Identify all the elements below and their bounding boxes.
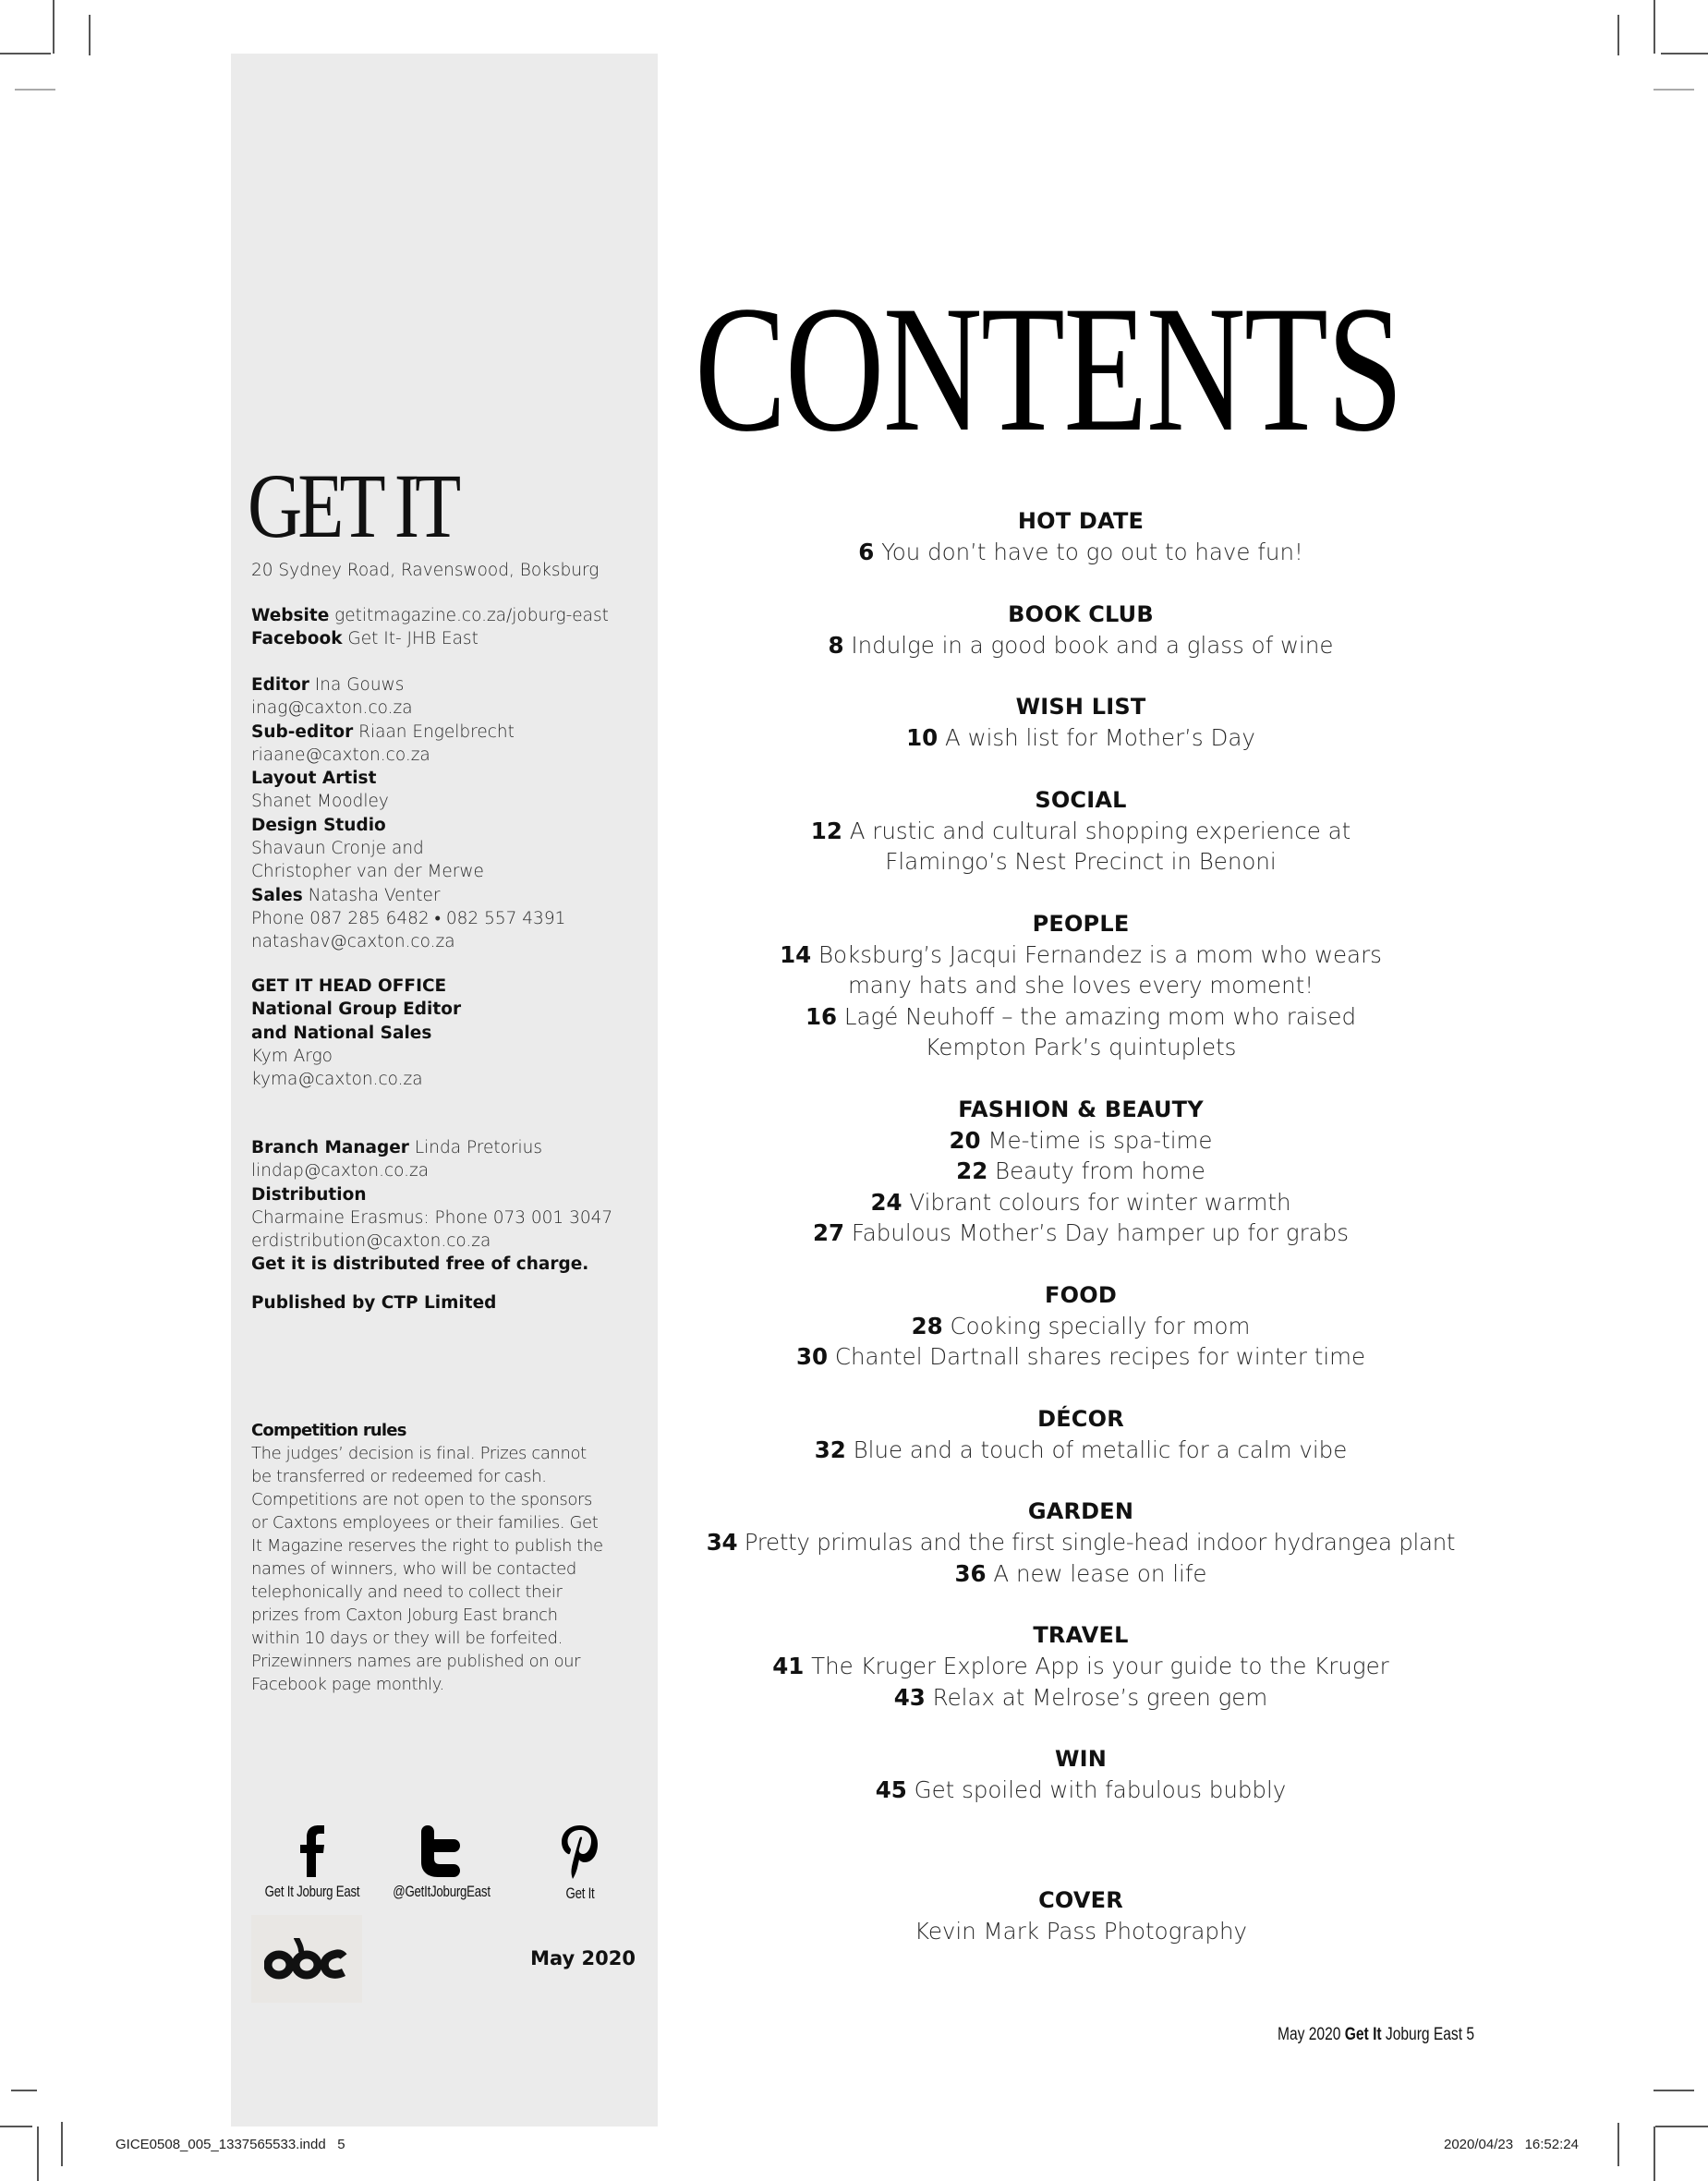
address: 20 Sydney Road, Ravenswood, Boksburg <box>251 561 600 580</box>
branch-info <box>251 1136 639 1277</box>
staff-credits <box>251 673 639 954</box>
section-title: DÉCOR <box>1037 1405 1124 1432</box>
toc-entry[interactable] <box>665 1001 1496 1063</box>
page-number: 34 <box>706 1529 738 1556</box>
web-contacts <box>251 604 639 651</box>
entry-text: Fabulous Mother’s Day hamper up for grabs <box>851 1219 1349 1246</box>
distribution-email[interactable]: erdistribution@caxton.co.za <box>251 1231 491 1252</box>
competition-line: within 10 days or they will be forfeited. <box>251 1629 563 1648</box>
sales-phone: Phone 087 285 6482 • 082 557 4391 <box>251 908 566 928</box>
toc-entry[interactable] <box>665 1218 1496 1249</box>
national-name: Kym Argo <box>251 1046 333 1066</box>
layout-name: Shanet Moodley <box>251 792 389 812</box>
free-note: Get it is distributed free of charge. <box>251 1254 589 1275</box>
website-link[interactable]: getitmagazine.co.za/joburg-east <box>334 606 609 625</box>
section-title: FOOD <box>1045 1281 1117 1308</box>
entry-text: Blue and a touch of metallic for a calm vibe <box>853 1436 1348 1463</box>
social-label: Get It <box>565 1884 595 1902</box>
toc-entry[interactable] <box>665 1187 1496 1218</box>
section-title: FASHION & BEAUTY <box>958 1096 1204 1122</box>
toc-entry[interactable] <box>665 1435 1496 1466</box>
get-it-logo: GET IT <box>248 454 457 557</box>
toc-section <box>665 909 1496 1063</box>
national-email[interactable]: kyma@caxton.co.za <box>251 1070 423 1090</box>
section-title: BOOK CLUB <box>1008 600 1154 627</box>
entry-text: Cooking specially for mom <box>950 1312 1251 1339</box>
competition-line: Facebook page monthly. <box>251 1675 444 1694</box>
entry-text: Lagé Neuhoff – the amazing mom who raised <box>843 1002 1356 1030</box>
toc-section <box>665 1280 1496 1373</box>
subeditor-email[interactable]: riaane@caxton.co.za <box>251 745 430 765</box>
section-title: HOT DATE <box>1017 508 1145 534</box>
branch-name: Linda Pretorius <box>414 1138 543 1157</box>
toc-section <box>665 1620 1496 1713</box>
section-title: SOCIAL <box>1035 786 1127 813</box>
page-title: CONTENTS <box>695 269 1402 469</box>
facebook-icon <box>298 1825 326 1877</box>
page-number: 41 <box>772 1653 805 1679</box>
competition-line: The judges’ decision is final. Prizes cannot <box>251 1444 587 1463</box>
design-name: Christopher van der Merwe <box>251 862 484 882</box>
social-pinterest[interactable] <box>511 1825 649 1903</box>
crop-mark <box>1655 2126 1708 2127</box>
issue-date: May 2020 <box>530 1947 636 1969</box>
slug-filename: GICE0508_005_1337565533.indd 5 <box>115 2137 345 2152</box>
crop-mark <box>1617 2123 1619 2166</box>
design-name: Shavaun Cronje and <box>251 839 424 859</box>
page-number: 8 <box>828 631 844 659</box>
editor-email[interactable]: inag@caxton.co.za <box>251 698 413 719</box>
sales-label: Sales <box>251 885 303 905</box>
crop-mark <box>1661 53 1708 55</box>
entry-text: many hats and she loves every moment! <box>847 972 1314 999</box>
publisher <box>251 1291 639 1315</box>
layout-label: Layout Artist <box>251 769 377 789</box>
head-office-title: GET IT HEAD OFFICE <box>251 976 447 996</box>
toc-entry[interactable] <box>665 1125 1496 1157</box>
branch-label: Branch Manager <box>251 1138 409 1157</box>
crop-mark <box>53 0 55 54</box>
entry-text: The Kruger Explore App is your guide to the Kruger <box>811 1653 1389 1679</box>
toc-entry[interactable] <box>665 630 1496 661</box>
entry-text: Indulge in a good book and a glass of wine <box>851 631 1334 659</box>
crop-mark <box>1617 15 1619 55</box>
toc-section <box>665 1095 1496 1249</box>
entry-text: Kempton Park’s quintuplets <box>925 1034 1237 1060</box>
national-role: National Group Editor <box>251 1000 462 1020</box>
toc-entry[interactable] <box>665 1682 1496 1714</box>
crop-mark <box>1653 0 1655 54</box>
entry-text: Boksburg’s Jacqui Fernandez is a mom who wears <box>818 940 1382 968</box>
crop-mark <box>37 2126 39 2181</box>
entry-text: Relax at Melrose’s green gem <box>932 1683 1268 1711</box>
sales-name: Natasha Venter <box>308 885 441 905</box>
entry-text: Pretty primulas and the first single-head indoor hydrangea plant <box>744 1529 1456 1556</box>
toc-section <box>665 1744 1496 1806</box>
entry-text: Vibrant colours for winter warmth <box>909 1188 1291 1216</box>
design-label: Design Studio <box>251 815 386 835</box>
toc-entry[interactable] <box>665 1341 1496 1373</box>
section-title: WIN <box>1054 1746 1108 1772</box>
cover-credit: Kevin Mark Pass Photography <box>915 1917 1247 1945</box>
masthead-address <box>251 559 639 582</box>
masthead-sidebar <box>231 54 658 2126</box>
subeditor-name: Riaan Engelbrecht <box>358 721 515 742</box>
website-label: Website <box>251 606 330 625</box>
page-number: 30 <box>795 1343 829 1370</box>
subeditor-label: Sub-editor <box>251 721 354 742</box>
entry-text: You don’t have to go out to have fun! <box>881 539 1303 565</box>
toc-section <box>665 1496 1496 1589</box>
page-number: 12 <box>810 817 842 844</box>
section-title: COVER <box>1038 1886 1123 1913</box>
page-folio <box>1278 2025 1474 2045</box>
slug-timestamp: 2020/04/23 16:52:24 <box>1444 2137 1579 2152</box>
page-number: 22 <box>956 1157 988 1184</box>
crop-mark <box>0 53 51 55</box>
twitter-icon <box>421 1825 462 1877</box>
branch-email[interactable]: lindap@caxton.co.za <box>251 1161 430 1181</box>
competition-line: telephonically and need to collect their <box>251 1582 563 1602</box>
head-office <box>251 975 639 1091</box>
competition-line: It Magazine reserves the right to publish the <box>251 1536 603 1556</box>
competition-line: Prizewinners names are published on our <box>251 1652 581 1671</box>
page-number: 10 <box>906 724 939 751</box>
crop-mark <box>1653 2126 1655 2181</box>
crop-mark <box>61 2122 63 2166</box>
table-of-contents <box>665 506 1496 1978</box>
toc-section <box>665 600 1496 661</box>
competition-line: Competitions are not open to the sponsors <box>251 1490 592 1509</box>
social-facebook[interactable] <box>243 1825 382 1901</box>
toc-entry[interactable] <box>665 537 1496 568</box>
page-number: 43 <box>893 1683 926 1711</box>
competition-line: prizes from Caxton Joburg East branch <box>251 1605 558 1625</box>
competition-title: Competition rules <box>251 1421 406 1440</box>
entry-text: Flamingo’s Nest Precinct in Benoni <box>885 848 1277 875</box>
section-title: GARDEN <box>1027 1498 1134 1524</box>
editor-label: Editor <box>251 675 309 695</box>
distribution-contact: Charmaine Erasmus: Phone 073 001 3047 <box>251 1207 613 1228</box>
social-twitter[interactable] <box>372 1825 511 1901</box>
entry-text: A rustic and cultural shopping experience at <box>849 817 1351 844</box>
page-number: 6 <box>858 539 875 565</box>
page-number: 28 <box>911 1312 943 1339</box>
crop-mark <box>11 2090 37 2091</box>
page-number: 45 <box>875 1776 907 1803</box>
toc-entry[interactable] <box>665 816 1496 878</box>
facebook-link[interactable]: Get It- JHB East <box>347 629 478 649</box>
crop-mark <box>15 89 55 91</box>
page-number: 14 <box>780 940 812 968</box>
entry-text: A wish list for Mother’s Day <box>945 724 1255 751</box>
crop-mark <box>89 15 91 55</box>
competition-rules <box>251 1419 639 1696</box>
crop-mark <box>1653 2090 1694 2091</box>
crop-mark <box>0 2126 32 2127</box>
toc-section <box>665 1404 1496 1466</box>
sales-email[interactable]: natashav@caxton.co.za <box>251 932 455 952</box>
abc-audit-icon <box>264 1938 349 1981</box>
competition-line: be transferred or redeemed for cash. <box>251 1467 547 1486</box>
page-number: 32 <box>814 1436 846 1463</box>
toc-entry[interactable] <box>665 1651 1496 1682</box>
toc-entry[interactable] <box>665 1156 1496 1187</box>
folio-date: May 2020 <box>1278 2025 1341 2044</box>
entry-text: Beauty from home <box>995 1157 1205 1184</box>
distribution-label: Distribution <box>251 1184 367 1205</box>
competition-line: or Caxtons employees or their families. Get <box>251 1513 599 1533</box>
toc-section <box>665 692 1496 754</box>
page-number: 16 <box>806 1002 838 1030</box>
toc-entry[interactable] <box>665 1527 1496 1558</box>
toc-entry[interactable] <box>665 1775 1496 1806</box>
folio-brand: Get It <box>1344 2025 1382 2044</box>
spacer <box>665 1837 1496 1885</box>
crop-mark <box>1653 89 1694 91</box>
entry-text: Chantel Dartnall shares recipes for winter time <box>834 1343 1366 1370</box>
social-label: @GetItJoburgEast <box>393 1883 491 1900</box>
entry-text: A new lease on life <box>993 1559 1207 1587</box>
competition-line: names of winners, who will be contacted <box>251 1559 576 1579</box>
section-title: PEOPLE <box>1032 910 1130 937</box>
page-number: 27 <box>813 1219 845 1246</box>
folio-edition: Joburg East 5 <box>1385 2025 1475 2044</box>
toc-section <box>665 506 1496 568</box>
abc-logo <box>251 1915 362 2003</box>
cover-credit-section <box>665 1885 1496 1947</box>
social-label: Get It Joburg East <box>264 1883 360 1900</box>
toc-entry[interactable] <box>665 939 1496 1001</box>
toc-section <box>665 785 1496 878</box>
entry-text: Me-time is spa-time <box>987 1126 1213 1154</box>
pinterest-icon <box>560 1825 600 1879</box>
toc-entry[interactable] <box>665 1558 1496 1590</box>
page-number: 20 <box>949 1126 981 1154</box>
entry-text: Get spoiled with fabulous bubbly <box>914 1776 1287 1803</box>
published-by: Published by CTP Limited <box>251 1293 497 1313</box>
page-number: 24 <box>870 1188 902 1216</box>
editor-name: Ina Gouws <box>314 675 405 695</box>
national-role: and National Sales <box>251 1023 432 1043</box>
section-title: TRAVEL <box>1033 1622 1129 1648</box>
toc-entry[interactable] <box>665 1311 1496 1342</box>
facebook-label: Facebook <box>251 629 343 649</box>
section-title: WISH LIST <box>1015 694 1146 720</box>
toc-entry[interactable] <box>665 722 1496 754</box>
page-number: 36 <box>954 1559 987 1587</box>
